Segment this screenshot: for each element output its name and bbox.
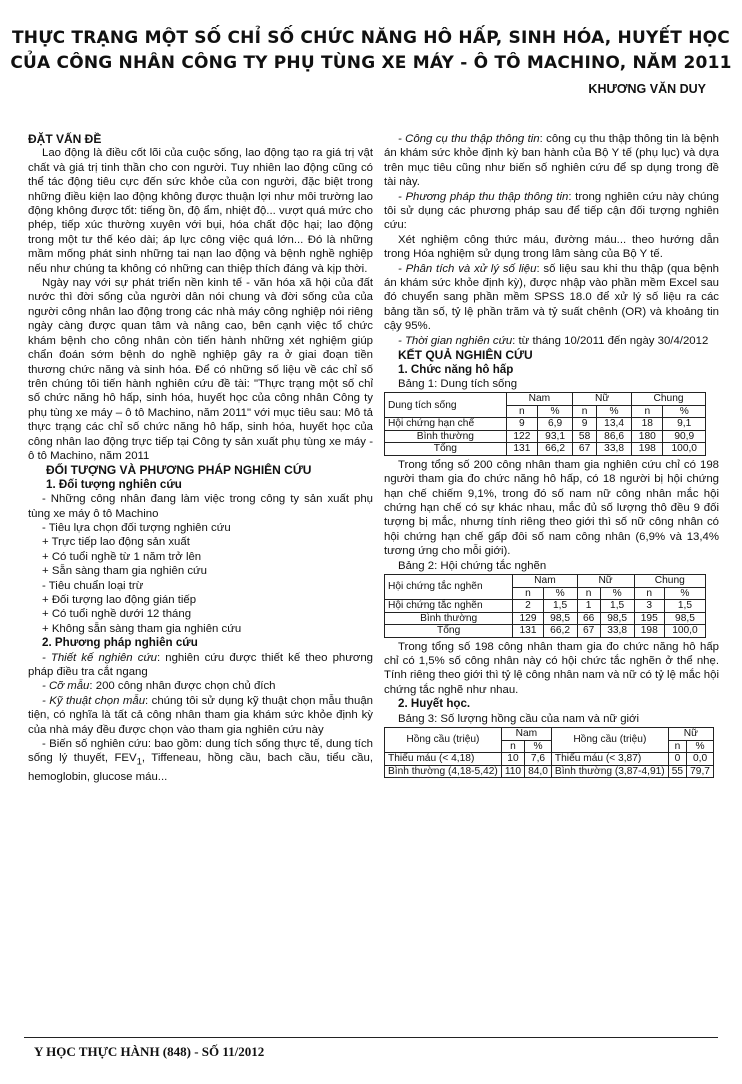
table-header: n (632, 405, 663, 418)
table-cell: 1,5 (664, 600, 705, 613)
section-heading-intro: ĐẶT VẤN ĐỀ (28, 132, 102, 146)
table-cell: 86,6 (597, 430, 632, 443)
time-label: - Thời gian nghiên cứu (398, 334, 513, 347)
table-cell: 93,1 (538, 430, 573, 443)
table-cell: 110 (501, 765, 524, 778)
table-header: n (668, 740, 686, 753)
table-row (385, 612, 706, 625)
method-design (28, 651, 373, 680)
table-cell: 1 (577, 600, 600, 613)
analysis-label: - Phân tích và xử lý số liệu (398, 262, 537, 275)
table-header: Dung tích sống (385, 393, 507, 418)
table-cell: 10 (501, 753, 524, 766)
table-header: % (543, 587, 577, 600)
table-header: % (600, 587, 634, 600)
table-cell: 2 (513, 600, 543, 613)
table-cell: 84,0 (525, 765, 552, 778)
table-header: % (687, 740, 714, 753)
table-row (385, 430, 706, 443)
subject-text-8: + Có tuổi nghề dưới 12 tháng (42, 608, 192, 621)
method-sample (28, 679, 373, 693)
method-sample-text: : 200 công nhân được chọn chủ đích (89, 680, 276, 693)
collection-text: : trong nghiên cứu này chúng tôi sử dụng các phương pháp sau để tiếp cận đối tượng nghiên cứu: (384, 190, 719, 232)
subject-text-5: + Sẵn sàng tham gia nghiên cứu (42, 565, 207, 578)
subject-text-1: - Những công nhân đang làm việc trong công ty sản xuất phụ tùng xe máy ô tô Machino (28, 493, 373, 520)
table-cell: 1,5 (543, 600, 577, 613)
tools-text: : công cụ thu thập thông tin là bệnh án khám sức khỏe định kỳ ban hành của Bộ Y tế (phụ lục) và dựa trên mục tiêu cũng như biến số nghiên cứu để sp dụng trong đề tài này. (384, 133, 719, 189)
table-header: n (513, 587, 543, 600)
table-cell: 67 (573, 443, 597, 456)
section-heading-methods: ĐỐI TƯỢNG VÀ PHƯƠNG PHÁP NGHIÊN CỨU (46, 463, 312, 478)
subject-text-4: + Có tuổi nghề từ 1 năm trở lên (42, 550, 202, 563)
table-cell: Bình thường (4,18-5,42) (385, 765, 502, 778)
method-sampling-text: : chúng tôi sử dụng kỹ thuật chọn mẫu thuận tiện, có nghĩa là tất cả công nhân tham gia khám sức khỏe định kỳ của nhà máy đều được chọn vào tham gia nghiên cứu này (28, 694, 373, 736)
table-cell: 1,5 (600, 600, 634, 613)
table-cell: 18 (632, 418, 663, 431)
method-variables-text-a: - Biến số nghiên cứu: bao gồm: dung tích sống thực tế, dung tích sống lý thuyết, FEV (28, 738, 373, 765)
table-header: n (501, 740, 524, 753)
table-cell: 100,0 (664, 625, 705, 638)
title-line-2: CỦA CÔNG NHÂN CÔNG TY PHỤ TÙNG XE MÁY - Ô TÔ MACHINO, NĂM 2011 (10, 53, 732, 73)
subject-text-6: - Tiêu chuẩn loại trừ (42, 579, 144, 592)
subsection-respiratory: 1. Chức năng hô hấp (398, 362, 514, 376)
table-cell: Tổng (385, 443, 507, 456)
subsection-methods: 2. Phương pháp nghiên cứu (42, 636, 198, 650)
table-cell: 98,5 (600, 612, 634, 625)
table-header: n (634, 587, 664, 600)
table-cell: 66 (577, 612, 600, 625)
time-text: : từ tháng 10/2011 đến ngày 30/4/2012 (512, 334, 709, 347)
table-cell: Hội chứng hạn chế (385, 418, 507, 431)
subject-text-7: + Đối tượng lao động gián tiếp (42, 594, 197, 606)
table-cell: 122 (506, 430, 537, 443)
table-cell: Thiếu máu (< 3,87) (551, 753, 668, 766)
table-cell: 9 (506, 418, 537, 431)
subject-text-3: + Trực tiếp lao động sản xuất (42, 536, 190, 549)
subject-text-2: - Tiêu lựa chọn đối tượng nghiên cứu (42, 521, 231, 534)
table-header: Nam (506, 393, 572, 406)
table-cell: 131 (513, 625, 543, 638)
table-cell: 67 (577, 625, 600, 638)
table-header: Nữ (577, 575, 634, 588)
table-cell: 98,5 (543, 612, 577, 625)
method-variables-text-b: , Tiffeneau, hồng cầu, bach cầu, tiểu cầu, hemoglobin, glucose máu... (28, 752, 373, 784)
table-cell: 3 (634, 600, 664, 613)
table-header: Nam (513, 575, 577, 588)
table-cell: Thiếu máu (< 4,18) (385, 753, 502, 766)
tools-paragraph (384, 132, 719, 190)
section-heading-results: KẾT QUẢ NGHIÊN CỨU (398, 348, 533, 363)
tools-label: - Công cụ thu thập thông tin (398, 133, 540, 145)
table-header: Nam (501, 728, 551, 741)
table-cell: 55 (668, 765, 686, 778)
table-1-discussion: Trong tổng số 200 công nhân tham gia nghiên cứu chỉ có 198 người tham gia đo chức năng hô hấp, có 18 người bị hội chứng hạn chế chiếm 9,1%, trong đó số nam nữ công nhân mắc hội chứng hạn chế có sự khác nhau, mắc đủ số lượng thô đều 9 đối tượng bị mắc, nhưng tính riêng theo giới thì số nữ công nhân có hội chứng hạn chế gấp đôi số nam công nhân (6,9% và 13,4% tương ứng cho mỗi giới). (384, 458, 719, 558)
table-cell: 198 (632, 443, 663, 456)
table-cell: 198 (634, 625, 664, 638)
analysis-text: : số liệu sau khi thu thập (qua bệnh án khám sức khỏe định kỳ), được nhập vào phần mềm Excel sau đó chuyển sang phần mềm SPSS 18.0 để xử lý số liệu ra các bảng tần số, tỷ lệ phần trăm và tỷ suất chênh (OR) và khoảng tin cậy 95%. (384, 262, 719, 333)
table-cell: 0 (668, 753, 686, 766)
table-row (385, 765, 714, 778)
table-cell: 195 (634, 612, 664, 625)
journal-footer: Y HỌC THỰC HÀNH (848) - SỐ 11/2012 (34, 1044, 265, 1059)
collection-label: - Phương pháp thu thập thông tin (398, 190, 569, 203)
table-row (385, 600, 706, 613)
lab-paragraph: Xét nghiệm công thức máu, đường máu... theo hướng dẫn trong Hóa nghiệm sử dụng trong lâm sàng của Bộ Y tế. (384, 233, 719, 261)
table-cell: 33,8 (600, 625, 634, 638)
table-header: % (538, 405, 573, 418)
table-header: Nữ (668, 728, 713, 741)
table-cell: Tổng (385, 625, 513, 638)
table-cell: 6,9 (538, 418, 573, 431)
table-cell: Hội chứng tắc nghẽn (385, 600, 513, 613)
collection-paragraph (384, 190, 719, 233)
table-header: Hội chứng tắc nghẽn (385, 575, 513, 600)
table-cell: Bình thường (3,87-4,91) (551, 765, 668, 778)
table-header: Hồng cầu (triệu) (551, 728, 668, 753)
table-cell: 9 (573, 418, 597, 431)
table-cell: 131 (506, 443, 537, 456)
subsection-subjects: 1. Đối tượng nghiên cứu (46, 477, 182, 491)
fev-subscript: 1 (136, 756, 142, 768)
table-header: Nữ (573, 393, 632, 406)
table-row (385, 418, 706, 431)
table-header: % (597, 405, 632, 418)
table-3-caption: Bảng 3: Số lượng hồng cầu của nam và nữ giới (398, 712, 640, 725)
table-cell: Bình thường (385, 430, 507, 443)
author-name: KHƯƠNG VĂN DUY (588, 82, 706, 96)
table-1-caption: Bảng 1: Dung tích sống (398, 377, 518, 390)
table-header: % (663, 405, 706, 418)
subject-text-9: + Không sẵn sàng tham gia nghiên cứu (42, 622, 242, 635)
table-header: % (664, 587, 705, 600)
table-3-red-blood-cells (384, 727, 714, 778)
table-cell: Bình thường (385, 612, 513, 625)
table-row (385, 753, 714, 766)
table-row (385, 443, 706, 456)
table-cell: 129 (513, 612, 543, 625)
table-cell: 90,9 (663, 430, 706, 443)
table-cell: 0,0 (687, 753, 714, 766)
table-cell: 58 (573, 430, 597, 443)
table-2-discussion: Trong tổng số 198 công nhân tham gia đo chức năng hô hấp chỉ có 1,5% số công nhân này có hội chức tắc nghẽn ở thể nhẹ. Tính riêng theo giới thì tỷ lệ công nhân nam và nữ có tỷ lệ mắc hội chứng tắc nghẽ như nhau. (384, 640, 719, 696)
table-header: Hồng cầu (triệu) (385, 728, 502, 753)
subsection-hematology: 2. Huyết học. (398, 697, 471, 711)
table-cell: 13,4 (597, 418, 632, 431)
table-header: n (573, 405, 597, 418)
method-sampling-label: - Kỹ thuật chọn mẫu (42, 694, 146, 707)
table-cell: 33,8 (597, 443, 632, 456)
table-cell: 7,6 (525, 753, 552, 766)
time-paragraph (384, 334, 719, 348)
table-1-vital-capacity (384, 392, 706, 456)
method-design-text: : nghiên cứu được thiết kế theo phương pháp điều tra cắt ngang (28, 651, 374, 679)
table-header: Chung (632, 393, 706, 406)
footer-rule (24, 1037, 718, 1038)
table-row (385, 625, 706, 638)
table-cell: 9,1 (663, 418, 706, 431)
table-2-obstructive (384, 574, 706, 638)
intro-paragraph-2: Ngày nay với sự phát triển nền kinh tế - văn hóa xã hội của đất nước thì đời sống của người dân nói chung và đời sống của của người công nhân lao động trong các nhà máy công nghiệp nói riêng ngày càng được quan tâm và nâng cao, bên cạnh việc tổ chức khám bệnh cho công nhân còn tiến hành những xét nghiệm giúp chẩn đoán sớm bệnh do nghề nghiệp gây ra ở giai đoạn tiền thương chức năng và sinh hóa. Để có những số liệu về các chỉ số trên chúng tôi tiến hành nghiên cứu đề tài: "Thực trạng một số chỉ số chức năng hô hấp, sinh hóa, huyết học của công nhân Công ty phụ tùng xe máy – ô tô Machino, năm 2011" với mục tiêu sau: Mô tả thực trạng các chỉ số chức năng hô hấp, sinh hóa, huyết học của công nhân lao động trực tiếp tại Công ty sản xuất phụ tùng xe máy - ô tô Machino, năm 2011 (28, 277, 373, 462)
table-header: Chung (634, 575, 705, 588)
analysis-paragraph (384, 262, 719, 334)
method-sample-label: - Cỡ mẫu (42, 680, 90, 693)
table-header: n (506, 405, 537, 418)
table-cell: 180 (632, 430, 663, 443)
article-title (0, 26, 742, 76)
table-cell: 100,0 (663, 443, 706, 456)
table-cell: 98,5 (664, 612, 705, 625)
title-line-1: THỰC TRẠNG MỘT SỐ CHỈ SỐ CHỨC NĂNG HÔ HẤP, SINH HÓA, HUYẾT HỌC (12, 28, 730, 48)
table-cell: 79,7 (687, 765, 714, 778)
right-column (384, 132, 719, 780)
table-cell: 66,2 (543, 625, 577, 638)
left-column (28, 132, 373, 785)
method-sampling (28, 694, 373, 737)
intro-paragraph-1: Lao động là điều cốt lõi của cuộc sống, lao động tạo ra giá trị vật chất và giá trị tinh thần cho con người. Tuy nhiên lao động cũng có thể tác động tiêu cực đến sức khỏe của con người, đặc biệt trong những điều kiện lao động không được thuận lợi như môi trường lao động không được tốt: tiếng ồn, độ ẩm, nhiệt độ... vượt quá mức cho phép, tiếp xúc thường xuyên với bụi, hóa chất độc hại; lao động trong một tư thế kéo dài; áp lực công việc quá lớn... Đó là những mầm mống phát sinh những tai nạn lao động và bệnh nghề nghiệp nếu như chúng ta không có những can thiệp thích đáng và kịp thời. (28, 147, 373, 275)
table-header: % (525, 740, 552, 753)
method-variables (28, 737, 373, 785)
table-header: n (577, 587, 600, 600)
table-cell: 66,2 (538, 443, 573, 456)
table-2-caption: Bảng 2: Hội chứng tắc nghẽn (398, 559, 547, 572)
method-design-label: - Thiết kế nghiên cứu (42, 651, 157, 664)
